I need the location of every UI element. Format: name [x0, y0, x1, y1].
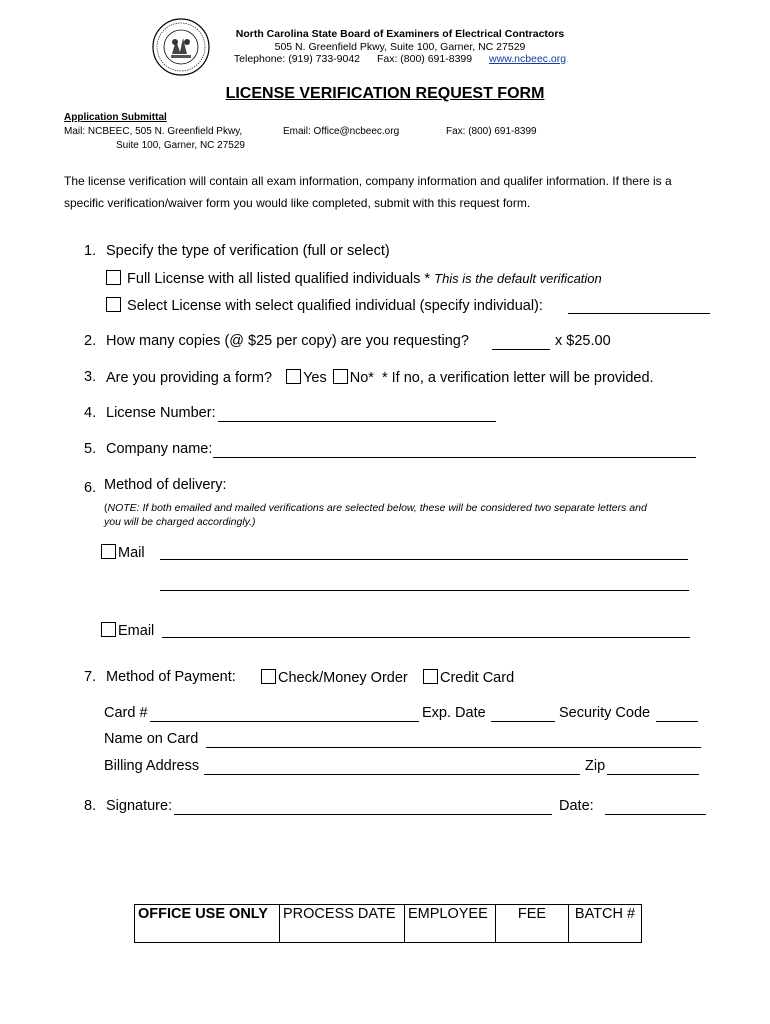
form-yes-checkbox[interactable] — [286, 369, 301, 384]
date-label: Date: — [559, 798, 594, 814]
q4-label: License Number: — [106, 405, 216, 421]
signature-label: Signature: — [106, 798, 173, 814]
q2-number: 2. — [84, 333, 97, 349]
process-date-cell: PROCESS DATE — [280, 905, 405, 943]
email-checkbox[interactable] — [101, 622, 116, 637]
submittal-email: Email: Office@ncbeec.org — [283, 126, 400, 137]
email-label: Email — [118, 623, 155, 639]
submittal-mail-line2: Suite 100, Garner, NC 27529 — [116, 140, 245, 151]
zip-label: Zip — [585, 758, 606, 774]
q3-label: Are you providing a form? — [106, 370, 273, 386]
select-license-label: Select License with select qualified individual (specify individual): — [127, 298, 543, 314]
yes-label: Yes — [303, 370, 327, 386]
no-label: No* — [349, 370, 374, 386]
mail-option — [101, 544, 145, 561]
q3-number: 3. — [84, 369, 97, 385]
credit-card-label: Credit Card — [440, 670, 515, 686]
q8-number: 8. — [84, 798, 97, 814]
specify-individual-field[interactable] — [568, 313, 710, 314]
organization-address: 505 N. Greenfield Pkwy, Suite 100, Garner, NC 27529 — [274, 41, 526, 53]
q1-option-full — [106, 270, 602, 287]
office-use-table — [134, 904, 642, 943]
submittal-heading: Application Submittal — [64, 112, 167, 123]
signature-field[interactable] — [174, 814, 552, 815]
q4-number: 4. — [84, 405, 97, 421]
employee-cell: EMPLOYEE — [405, 905, 496, 943]
mail-address-field-2[interactable] — [160, 590, 689, 591]
website-link[interactable]: www.ncbeec.org — [489, 53, 567, 65]
name-on-card-label: Name on Card — [104, 731, 199, 747]
q3-note: * If no, a verification letter will be provided. — [381, 370, 654, 386]
q2-price: x $25.00 — [555, 333, 611, 349]
submittal-mail-line1: Mail: NCBEEC, 505 N. Greenfield Pkwy, — [64, 126, 243, 137]
date-field[interactable] — [605, 814, 706, 815]
exp-date-label: Exp. Date — [422, 705, 486, 721]
q6-label: Method of delivery: — [104, 477, 227, 493]
default-verification-note: This is the default verification — [434, 271, 602, 286]
security-code-label: Security Code — [559, 705, 651, 721]
email-option — [101, 622, 154, 639]
submittal-fax: Fax: (800) 691-8399 — [446, 126, 537, 137]
organization-contact — [180, 53, 620, 65]
q2-label: How many copies (@ $25 per copy) are you requesting? — [106, 333, 469, 349]
fee-cell: FEE — [496, 905, 569, 943]
card-number-label: Card # — [104, 705, 148, 721]
credit-option — [423, 669, 514, 686]
q1-label: Specify the type of verification (full or select) — [106, 243, 390, 259]
q1-option-select — [106, 297, 543, 314]
office-use-only-cell: OFFICE USE ONLY — [135, 905, 280, 943]
q6-note-line2: you will be charged accordingly.) — [104, 516, 256, 528]
full-license-checkbox[interactable] — [106, 270, 121, 285]
license-number-field[interactable] — [218, 421, 496, 422]
q1-number: 1. — [84, 243, 97, 259]
card-number-field[interactable] — [150, 721, 419, 722]
mail-checkbox[interactable] — [101, 544, 116, 559]
check-money-order-label: Check/Money Order — [278, 670, 408, 686]
q5-number: 5. — [84, 441, 97, 457]
q3-row — [106, 369, 654, 386]
mail-label: Mail — [118, 545, 145, 561]
intro-line1: The license verification will contain all exam information, company information and qualifer information. If there is a — [64, 174, 672, 188]
fax: Fax: (800) 691-8399 — [376, 53, 473, 65]
company-name-field[interactable] — [213, 457, 696, 458]
q7-number: 7. — [84, 669, 97, 685]
q7-label: Method of Payment: — [106, 669, 236, 685]
zip-field[interactable] — [607, 774, 699, 775]
credit-card-checkbox[interactable] — [423, 669, 438, 684]
telephone: Telephone: (919) 733-9042 — [233, 53, 361, 65]
exp-date-field[interactable] — [491, 721, 555, 722]
name-on-card-field[interactable] — [206, 747, 701, 748]
copies-field[interactable] — [492, 349, 550, 350]
select-license-checkbox[interactable] — [106, 297, 121, 312]
form-no-checkbox[interactable] — [333, 369, 348, 384]
check-option — [261, 669, 408, 686]
security-code-field[interactable] — [656, 721, 698, 722]
q5-label: Company name: — [106, 441, 213, 457]
email-address-field[interactable] — [162, 637, 690, 638]
organization-name: North Carolina State Board of Examiners of Electrical Contractors — [235, 28, 565, 40]
batch-cell: BATCH # — [569, 905, 642, 943]
q6-number: 6. — [84, 480, 97, 496]
mail-address-field-1[interactable] — [160, 559, 688, 560]
intro-line2: specific verification/waiver form you would like completed, submit with this request form. — [64, 196, 531, 210]
billing-address-label: Billing Address — [104, 758, 200, 774]
billing-address-field[interactable] — [204, 774, 580, 775]
q6-note-line1: (NOTE: If both emailed and mailed verifications are selected below, these will be considered two separate letters and — [104, 502, 647, 514]
full-license-label: Full License with all listed qualified individuals * — [127, 271, 431, 287]
form-title: LICENSE VERIFICATION REQUEST FORM — [225, 85, 545, 102]
check-money-order-checkbox[interactable] — [261, 669, 276, 684]
